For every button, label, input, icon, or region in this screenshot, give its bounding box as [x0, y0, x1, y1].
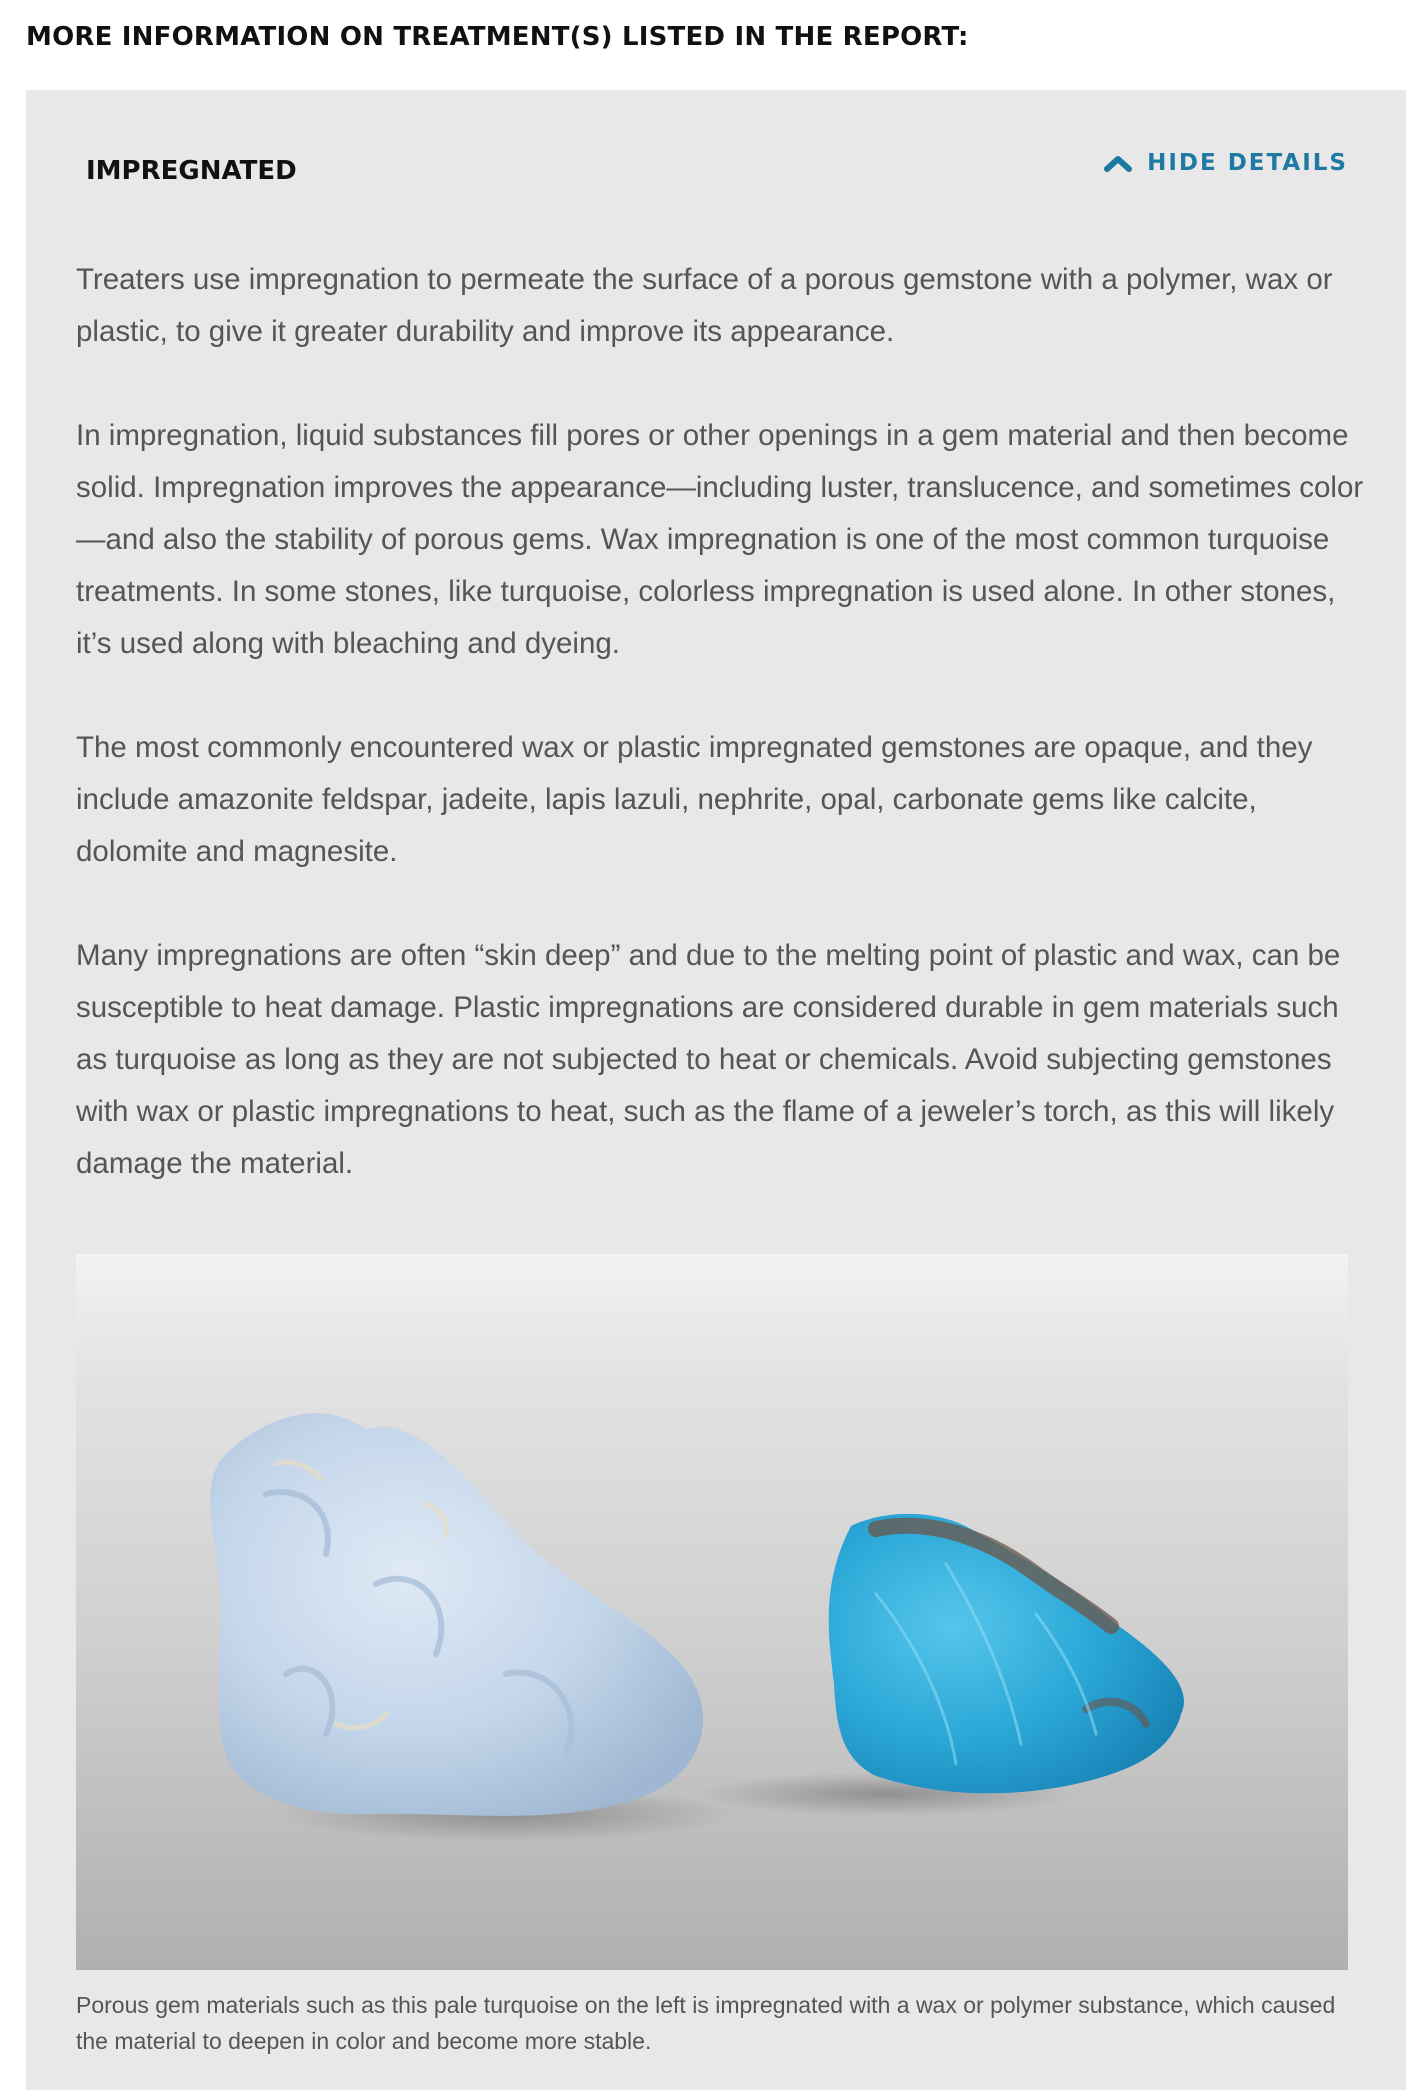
chevron-up-icon	[1103, 153, 1133, 173]
hide-details-button[interactable]	[1103, 150, 1348, 176]
section-heading: MORE INFORMATION ON TREATMENT(S) LISTED IN THE REPORT:	[26, 22, 969, 52]
turquoise-comparison-image	[76, 1254, 1348, 1970]
hide-details-label: HIDE DETAILS	[1147, 150, 1348, 176]
description-paragraph: Treaters use impregnation to permeate the surface of a porous gemstone with a polymer, wax or plastic, to give it greater durability and improve its appearance.	[76, 263, 1333, 348]
description-paragraph: The most commonly encountered wax or plastic impregnated gemstones are opaque, and they include amazonite feldspar, jadeite, lapis lazuli, nephrite, opal, carbonate gems like calcite, dolomite and magnesite.	[76, 731, 1313, 868]
image-caption: Porous gem materials such as this pale turquoise on the left is impregnated with a wax or polymer substance, which caused the material to deepen in color and become more stable.	[76, 1992, 1336, 2054]
description-paragraph: In impregnation, liquid substances fill pores or other openings in a gem material and then become solid. Impregnation improves the appearance—including luster, translucence, and sometimes color—and also the stability of porous gems. Wax impregnation is one of the most common turquoise treatments. In some stones, like turquoise, colorless impregnation is used alone. In other stones, it’s used along with bleaching and dyeing.	[76, 419, 1364, 660]
treatment-panel	[26, 90, 1406, 2090]
impregnated-turquoise-stone	[696, 1514, 1184, 1816]
treatment-description	[76, 254, 1376, 1242]
description-paragraph: Many impregnations are often “skin deep” and due to the melting point of plastic and wax, can be susceptible to heat damage. Plastic impregnations are considered durable in gem materials such as turquoise as long as they are not subjected to heat or chemicals. Avoid subjecting gemstones with wax or plastic impregnations to heat, such as the flame of a jeweler’s torch, as this will likely damage the material.	[76, 939, 1341, 1180]
treatment-title: IMPREGNATED	[86, 156, 297, 186]
pale-turquoise-stone	[210, 1413, 736, 1842]
